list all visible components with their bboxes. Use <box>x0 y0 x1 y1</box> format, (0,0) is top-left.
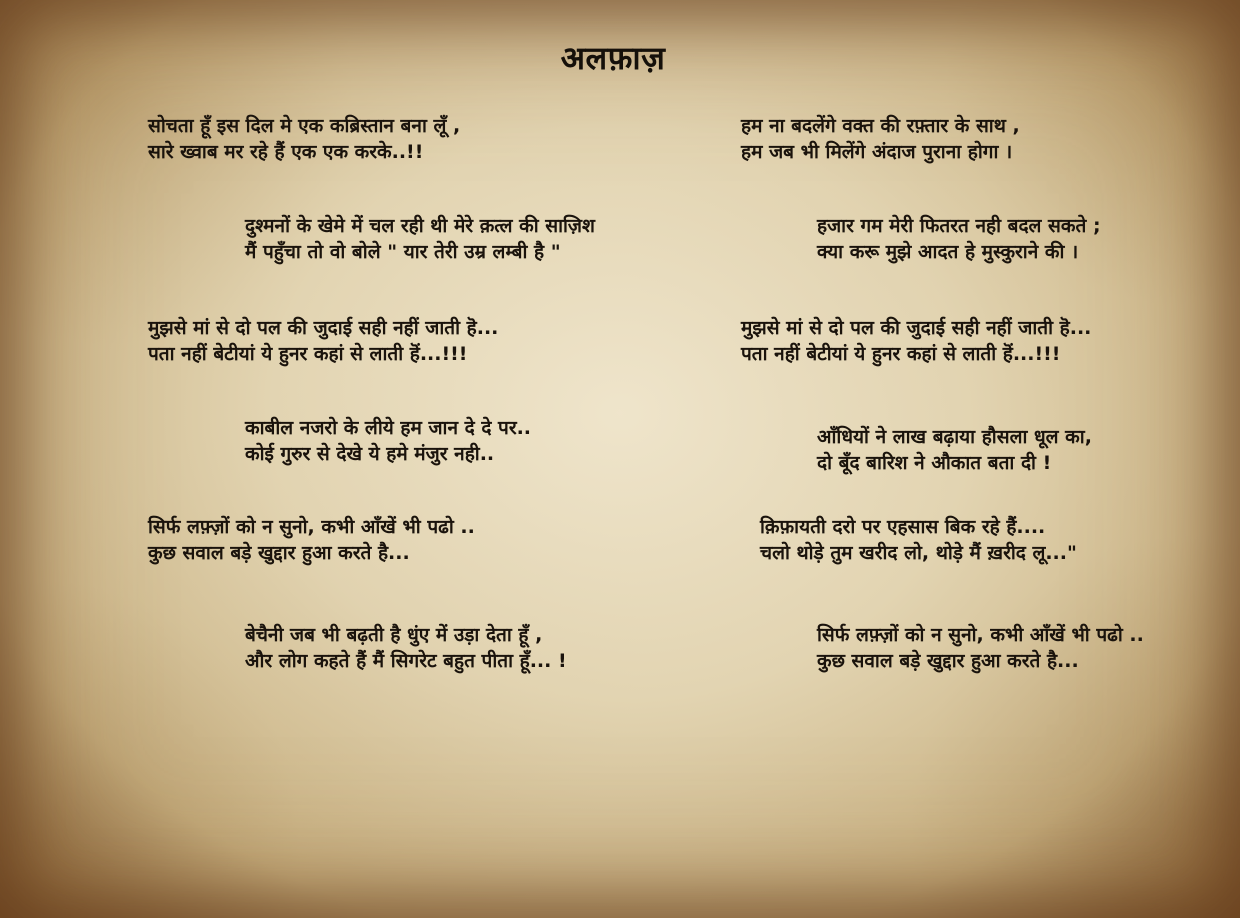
couplet-line: मुझसे मां से दो पल की जुदाई सही नहीं जाती हॆ... <box>741 317 1092 339</box>
couplet-line: हम जब भी मिलेंगे अंदाज पुराना होगा । <box>741 141 1013 163</box>
couplet-line: क्या करू मुझे आदत हे मुस्कुराने की । <box>817 241 1079 263</box>
couplet-line: दुश्मनों के खेमे में चल रही थी मेरे क़त्ल की साज़िश <box>245 215 595 237</box>
couplet-line: हम ना बदलेंगे वक्त की रफ़्तार के साथ , <box>741 115 1020 137</box>
couplet-left-6 <box>245 622 567 674</box>
couplet-line: काबील नजरो के लीये हम जान दे दे पर.. <box>245 417 532 439</box>
couplet-line: और लोग कहते हैं मैं सिगरेट बहुत पीता हूँ... ! <box>245 650 567 672</box>
couplet-line: पता नहीं बेटीयां ये हुनर कहां से लाती हॆं...!!! <box>741 343 1061 365</box>
couplet-right-1 <box>741 113 1020 165</box>
couplet-line: सिर्फ लफ़्ज़ों को न सुनो, कभी आँखें भी पढो .. <box>148 516 475 538</box>
couplet-line: पता नहीं बेटीयां ये हुनर कहां से लाती हॆं...!!! <box>148 343 468 365</box>
couplet-line: क़िफ़ायती दरो पर एहसास बिक रहे हैं.... <box>760 516 1046 538</box>
couplet-line: मैं पहुँचा तो वो बोले " यार तेरी उम्र लम्बी है " <box>245 241 561 263</box>
couplet-left-5 <box>148 514 475 566</box>
couplet-line: सोचता हूँ इस दिल मे एक कब्रिस्तान बना लूँ , <box>148 115 461 137</box>
couplet-left-2 <box>245 213 595 265</box>
couplet-line: कुछ सवाल बड़े खुद्दार हुआ करते है... <box>817 650 1079 672</box>
couplet-right-6 <box>817 622 1144 674</box>
couplet-line: चलो थोड़े तुम खरीद लो, थोड़े मैं ख़रीद लू..." <box>760 542 1077 564</box>
couplet-line: कुछ सवाल बड़े खुद्दार हुआ करते है... <box>148 542 410 564</box>
page-title: अलफ़ाज़ <box>560 39 666 77</box>
couplet-right-3 <box>741 315 1091 367</box>
couplet-left-4 <box>245 415 531 467</box>
couplet-right-4 <box>817 424 1092 476</box>
couplet-left-3 <box>148 315 498 367</box>
couplet-right-5 <box>760 514 1077 566</box>
couplet-line: कोई गुरुर से देखे ये हमे मंजुर नही.. <box>245 443 495 465</box>
couplet-line: सारे ख्वाब मर रहे हैं एक एक करके..!! <box>148 141 424 163</box>
couplet-line: आँधियों ने लाख बढ़ाया हौसला धूल का, <box>817 426 1092 448</box>
couplet-left-1 <box>148 113 460 165</box>
couplet-line: मुझसे मां से दो पल की जुदाई सही नहीं जाती हॆ... <box>148 317 499 339</box>
couplet-right-2 <box>817 213 1101 265</box>
couplet-line: दो बूँद बारिश ने औकात बता दी ! <box>817 452 1052 474</box>
couplet-line: बेचैनी जब भी बढ़ती है धुंए में उड़ा देता हूँ , <box>245 624 543 646</box>
couplet-line: हजार गम मेरी फितरत नही बदल सकते ; <box>817 215 1101 237</box>
couplet-line: सिर्फ लफ़्ज़ों को न सुनो, कभी आँखें भी पढो .. <box>817 624 1144 646</box>
